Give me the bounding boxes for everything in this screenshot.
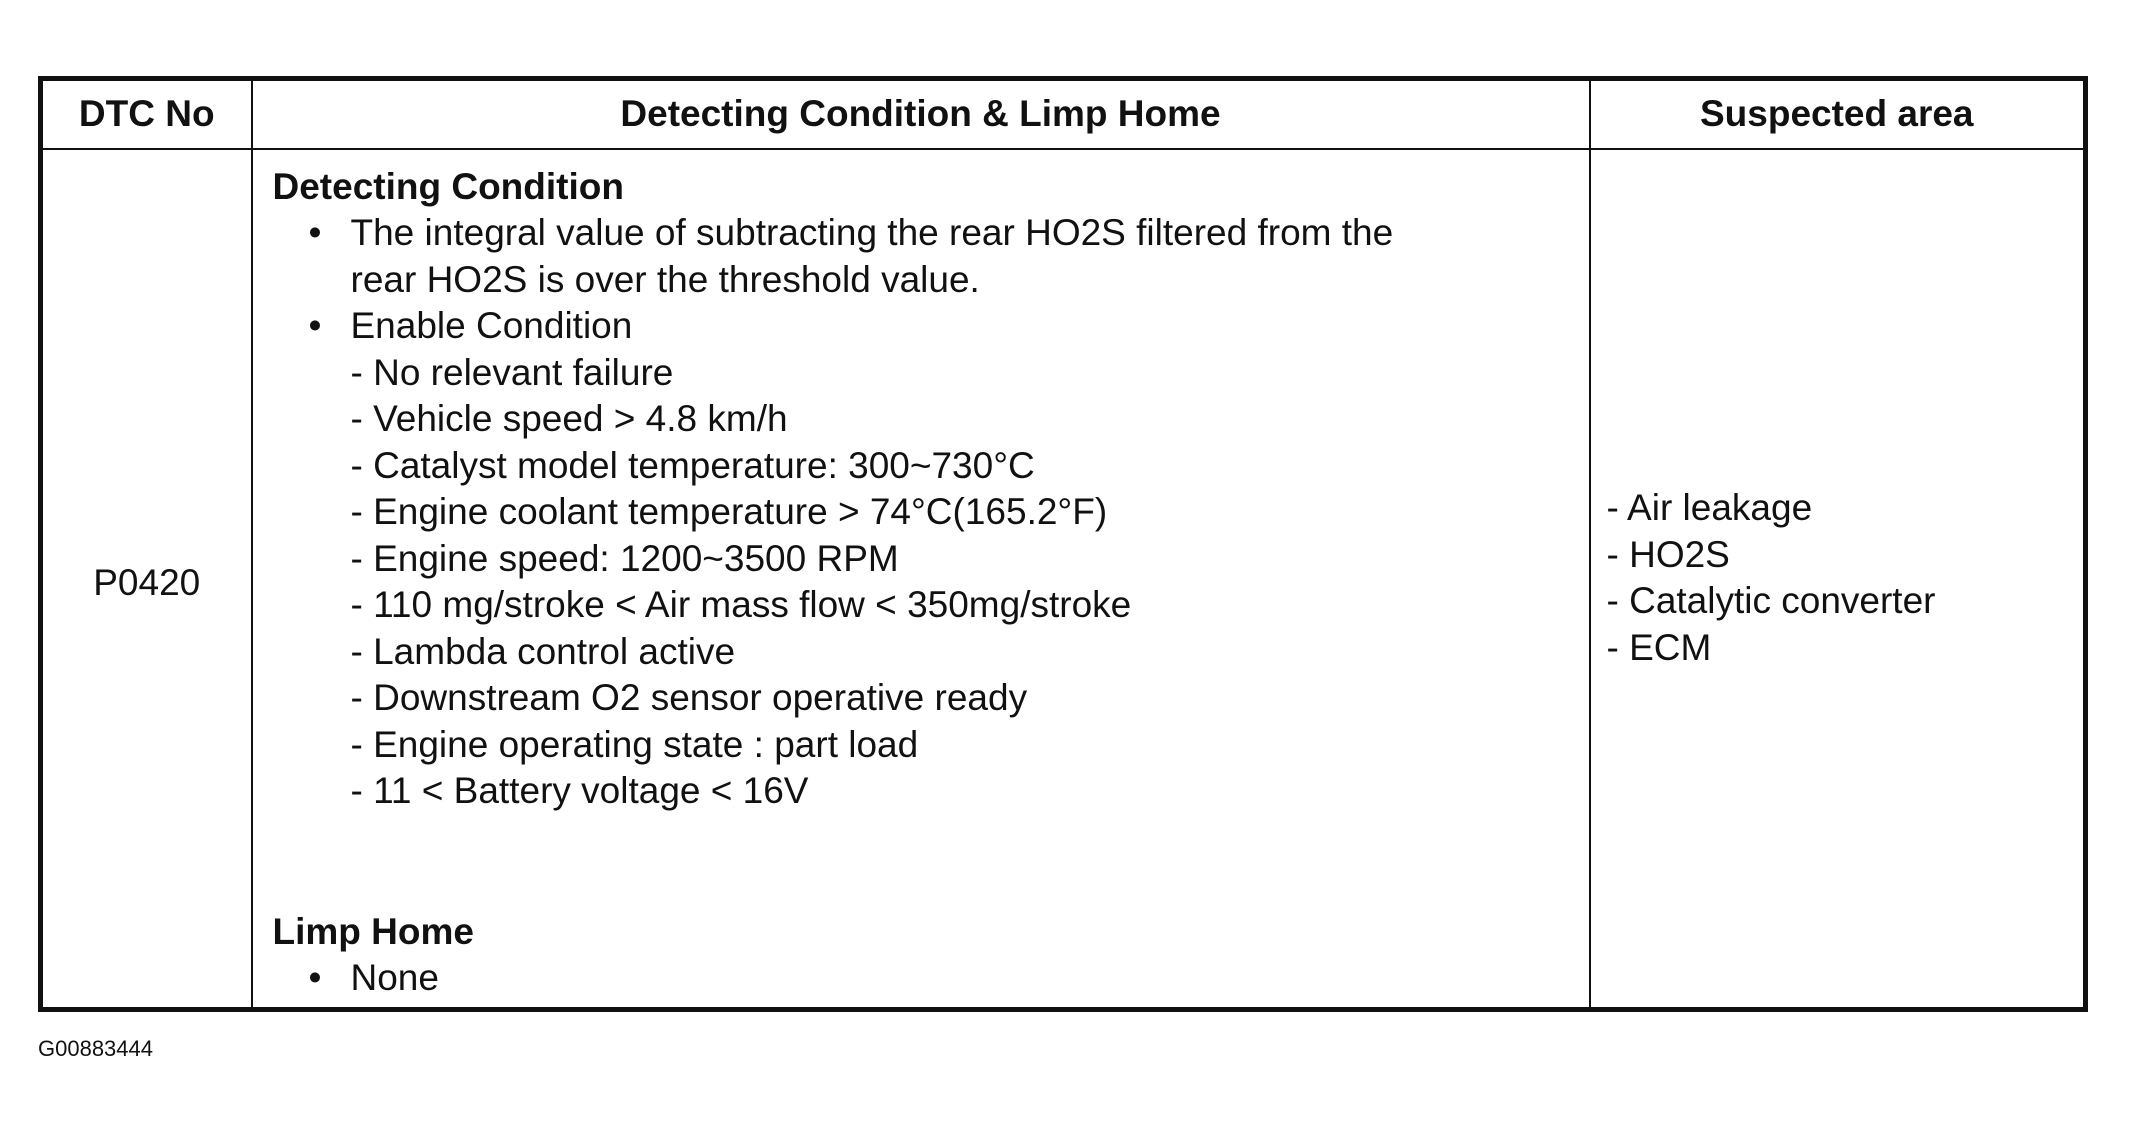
condition-bullet	[273, 210, 1589, 303]
enable-condition-label: Enable Condition	[350, 305, 633, 346]
limp-home-heading: Limp Home	[272, 910, 474, 952]
header-dtc-no: DTC No	[41, 79, 252, 149]
list-item: - Catalyst model temperature: 300~730°C	[350, 444, 1035, 486]
list-item: - Engine speed: 1200~3500 RPM	[350, 537, 899, 579]
list-item: - Engine operating state : part load	[350, 723, 919, 765]
dtc-code: P0420	[93, 561, 201, 603]
condition-cell	[252, 149, 1590, 1010]
bullet-dot-icon: •	[308, 957, 322, 998]
limp-home-text: None	[350, 957, 439, 998]
suspected-area-list	[1607, 485, 2084, 671]
suspected-area-cell	[1590, 149, 2086, 1010]
table-header-row	[41, 79, 2086, 149]
condition-bullet-text: The integral value of subtracting the rear HO2S filtered from the rear HO2S is over the threshold value.	[350, 212, 1394, 300]
detecting-condition-heading: Detecting Condition	[272, 165, 624, 207]
list-item: - Downstream O2 sensor operative ready	[350, 677, 1028, 718]
list-item: - 110 mg/stroke < Air mass flow < 350mg/stroke	[350, 584, 1132, 625]
bullet-dot-icon: •	[308, 305, 322, 346]
header-suspected-area: Suspected area	[1590, 79, 2086, 149]
list-item: - HO2S	[1606, 533, 1730, 575]
list-item: - Air leakage	[1606, 487, 1813, 529]
enable-condition-bullet	[273, 303, 1589, 350]
dtc-table	[38, 76, 2088, 1012]
header-detecting-condition: Detecting Condition & Limp Home	[252, 79, 1590, 149]
bullet-dot-icon: •	[308, 212, 322, 253]
list-item: - Catalytic converter	[1606, 580, 1936, 622]
list-item: - ECM	[1606, 626, 1712, 668]
list-item: - 11 < Battery voltage < 16V	[350, 770, 809, 811]
limp-home-bullet	[273, 955, 1589, 1002]
enable-condition-list	[273, 350, 1589, 815]
section-spacer	[273, 815, 1589, 909]
list-item: - Vehicle speed > 4.8 km/h	[350, 398, 788, 439]
table-row	[41, 149, 2086, 1010]
list-item: - No relevant failure	[350, 351, 674, 393]
list-item: - Lambda control active	[350, 630, 736, 672]
dtc-code-cell	[41, 149, 252, 1010]
list-item: - Engine coolant temperature > 74°C(165.2°F)	[350, 491, 1108, 532]
figure-id: G00883444	[38, 1036, 153, 1061]
